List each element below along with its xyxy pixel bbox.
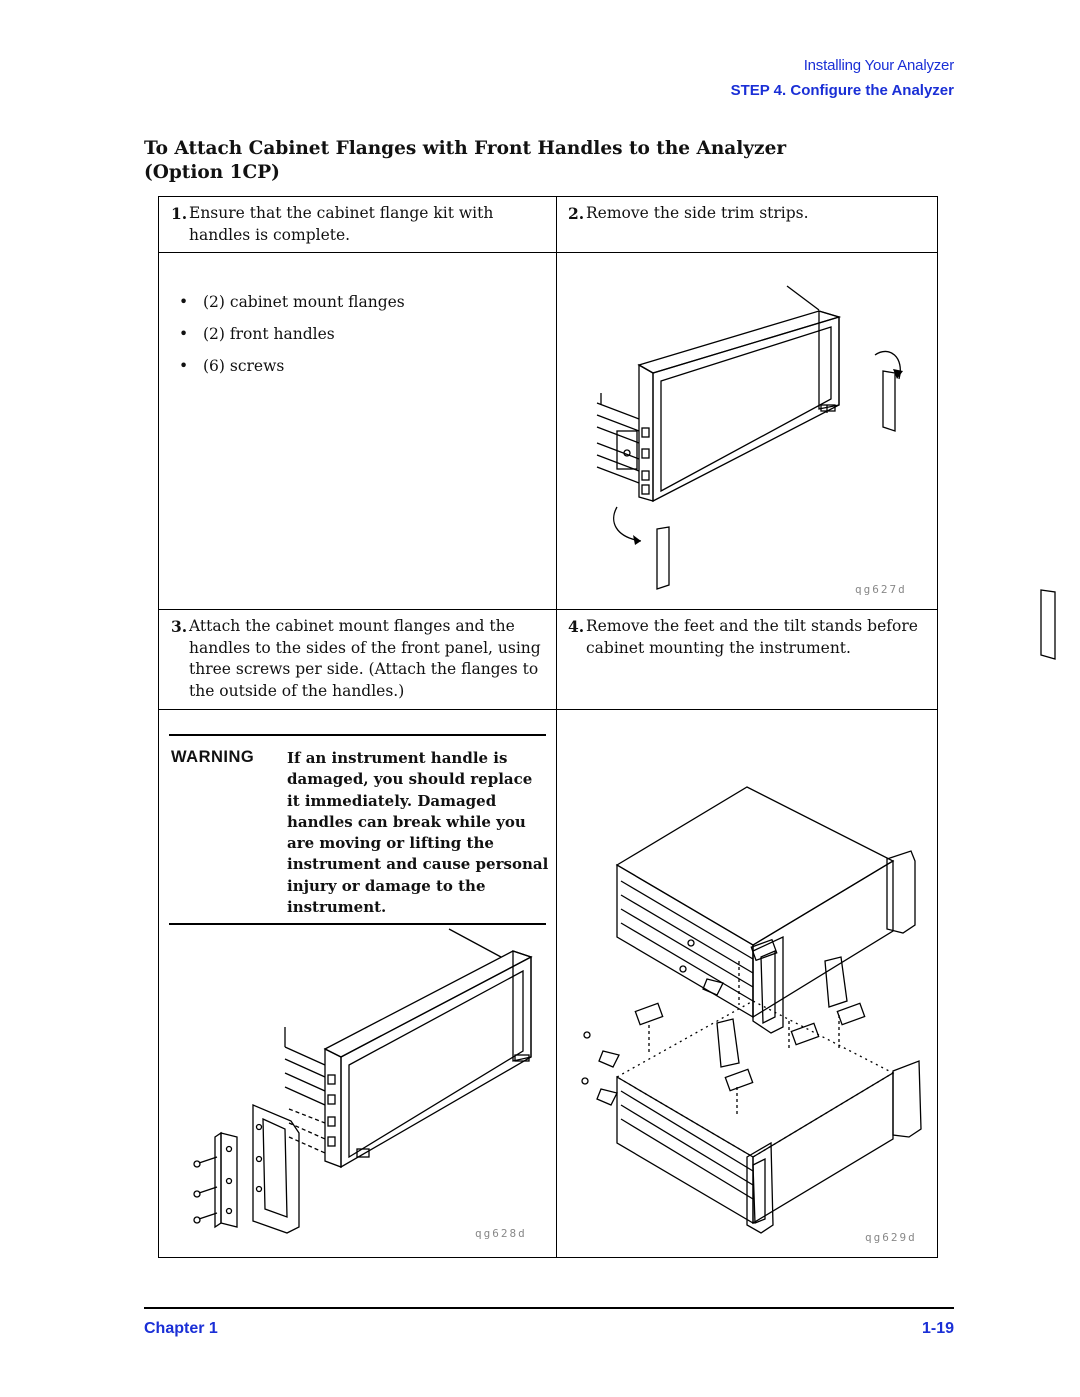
step-1 xyxy=(171,203,551,246)
figure-remove-trim-strips xyxy=(557,253,937,609)
page-title: To Attach Cabinet Flanges with Front Handles to the Analyzer (Option 1CP) xyxy=(144,138,787,183)
step-3-number: 3. xyxy=(171,617,188,636)
footer-rule xyxy=(144,1307,954,1309)
figure-id: qg628d xyxy=(475,1227,527,1240)
list-item: • (2) cabinet mount flanges xyxy=(179,291,405,323)
figure-id: qg627d xyxy=(855,583,907,596)
running-head-section: Installing Your Analyzer xyxy=(803,57,954,74)
step-2 xyxy=(568,203,928,225)
warning-label: WARNING xyxy=(171,748,255,766)
figure-remove-feet xyxy=(557,711,937,1251)
row-divider xyxy=(159,709,937,710)
warning-text: If an instrument handle is damaged, you should replace it immediately. Damaged handles can break while you are moving or lifting the instrument and cause personal injury or damage to the instrument. xyxy=(287,749,549,917)
kit-contents-list xyxy=(179,291,405,387)
warning-top-rule xyxy=(169,734,546,736)
step-2-text: Remove the side trim strips. xyxy=(586,204,809,222)
figure-id: qg629d xyxy=(865,1231,917,1244)
procedure-table xyxy=(158,196,938,1258)
step-3 xyxy=(171,616,551,702)
step-1-number: 1. xyxy=(171,204,188,223)
step-2-number: 2. xyxy=(568,204,585,223)
running-head-step: STEP 4. Configure the Analyzer xyxy=(730,82,954,99)
step-3-text: Attach the cabinet mount flanges and the handles to the sides of the front panel, using three screws per side. (Attach the flanges to the outside of the handles.) xyxy=(189,617,541,700)
row-divider xyxy=(159,609,937,610)
footer-chapter: Chapter 1 xyxy=(144,1320,218,1337)
step-4 xyxy=(568,616,933,659)
page-number: 1-19 xyxy=(921,1320,954,1337)
figure-attach-flange xyxy=(159,927,555,1255)
step-1-text: Ensure that the cabinet flange kit with handles is complete. xyxy=(189,204,494,244)
warning-bottom-rule xyxy=(169,923,546,925)
list-item: • (2) front handles xyxy=(179,323,405,355)
step-4-text: Remove the feet and the tilt stands before cabinet mounting the instrument. xyxy=(586,617,918,657)
step-4-number: 4. xyxy=(568,617,585,636)
list-item: • (6) screws xyxy=(179,355,405,387)
